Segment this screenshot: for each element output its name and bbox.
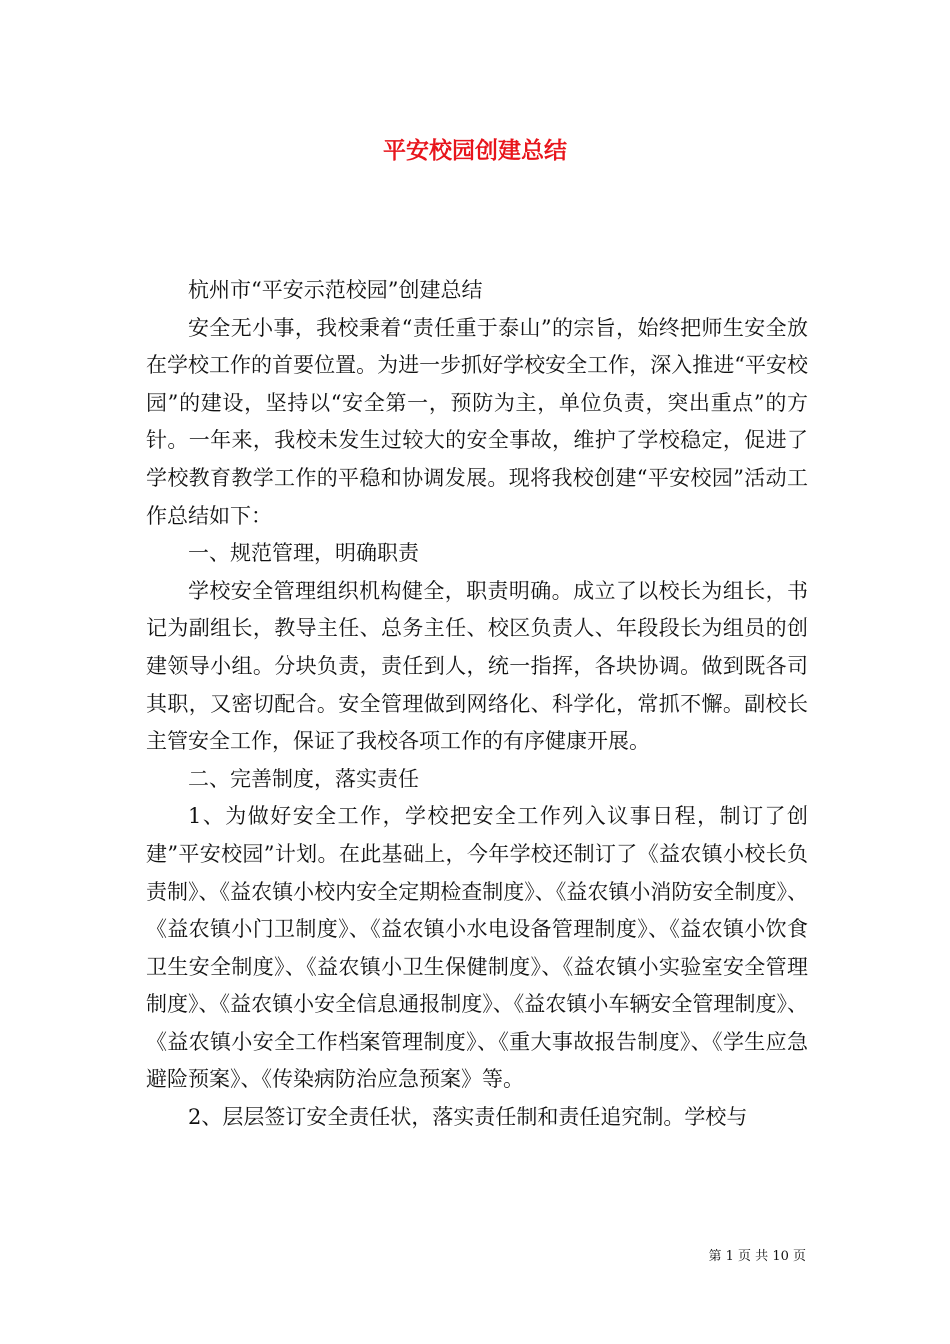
page-number: 第 1 页 共 10 页	[708, 1249, 806, 1264]
paragraph-section-1: 学校安全管理组织机构健全，职责明确。成立了以校长为组长，书记为副组长，教导主任、总务主任、校区负责人、年段段长为组员的创建领导小组。分块负责，责任到人，统一指挥，各块协调。做到既各司其职，又密切配合。安全管理做到网络化、科学化，常抓不懈。副校长主管安全工作，保证了我校各项工作的有序健康开展。	[146, 578, 808, 754]
document-title: 平安校园创建总结	[383, 137, 567, 164]
paragraph-item-2: 2、层层签订安全责任状，落实责任制和责任追究制。学校与	[188, 1105, 748, 1130]
section-heading-2: 二、完善制度，落实责任	[188, 766, 419, 791]
paragraph-item-1: 1、为做好安全工作，学校把安全工作列入议事日程，制订了创建”平安校园”计划。在此基础上，今年学校还制订了《益农镇小校长负责制》、《益农镇小校内安全定期检查制度》、《益农镇小消防安全制度》、《益农镇小门卫制度》、《益农镇小水电设备管理制度》、《益农镇小饮食卫生安全制度》、《益农镇小卫生保健制度》、《益农镇小实验室安全管理制度》、《益农镇小安全信息通报制度》、《益农镇小车辆安全管理制度》、《益农镇小安全工作档案管理制度》、《重大事故报告制度》、《学生应急避险预案》、《传染病防治应急预案》等。	[146, 804, 808, 1092]
section-heading-1: 一、规范管理，明确职责	[188, 541, 419, 566]
paragraph-intro: 安全无小事，我校秉着“责任重于泰山”的宗旨，始终把师生安全放在学校工作的首要位置。为进一步抓好学校安全工作，深入推进“平安校园”的建设，坚持以“安全第一，预防为主，单位负责，突出重点”的方针。一年来，我校未发生过较大的安全事故，维护了学校稳定，促进了学校教育教学工作的平稳和协调发展。现将我校创建“平安校园”活动工作总结如下：	[146, 315, 808, 528]
paragraph-subtitle: 杭州市“平安示范校园”创建总结	[188, 278, 483, 302]
document-body	[146, 272, 808, 1137]
